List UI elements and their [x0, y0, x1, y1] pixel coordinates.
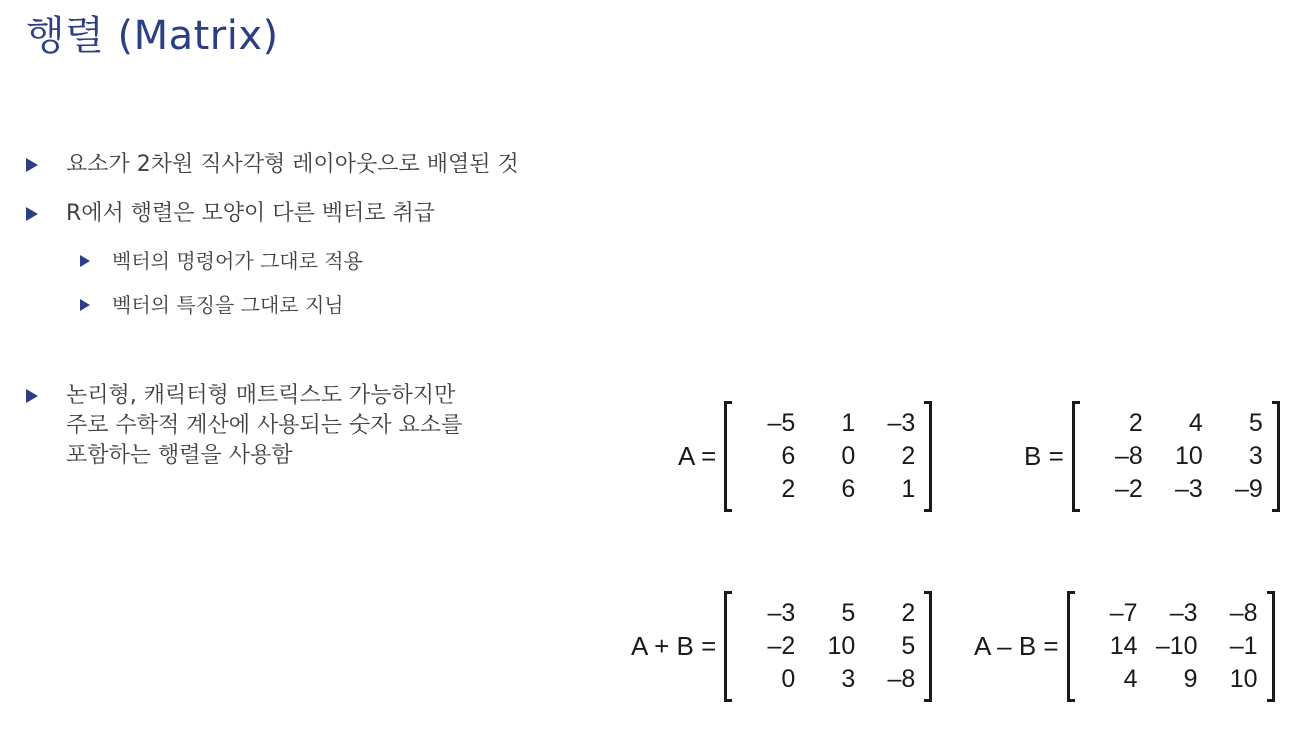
equation-lhs: B =	[1024, 441, 1064, 471]
matrix-cell: –3	[887, 409, 916, 437]
slide-title: 행렬 (Matrix)	[26, 13, 279, 59]
matrix-cell: –5	[767, 409, 796, 437]
bullet-item	[26, 381, 462, 471]
matrix-cell: 2	[901, 442, 916, 470]
matrix-cell: 4	[1188, 409, 1203, 437]
matrix-cell: –2	[767, 632, 796, 660]
matrix-sum	[724, 591, 932, 702]
matrix-cell: –3	[1174, 475, 1203, 503]
equation-lhs: A – B =	[974, 631, 1059, 661]
matrix-cell: –2	[1114, 475, 1143, 503]
triangle-bullet-icon	[26, 389, 38, 403]
matrix-diff	[1067, 591, 1275, 702]
matrix-cell: 10	[1174, 442, 1203, 470]
matrix-cell: 4	[1123, 665, 1138, 693]
matrix-cell: 0	[781, 665, 796, 693]
matrix-cell: 2	[901, 599, 916, 627]
matrix-cell: –10	[1155, 632, 1198, 660]
bullet-text: R에서 행렬은 모양이 다른 벡터로 취급	[66, 201, 436, 226]
matrix-cell: 2	[1128, 409, 1143, 437]
matrix-cell: –3	[767, 599, 796, 627]
matrix-cell: –1	[1229, 632, 1258, 660]
matrix-sum-equation	[631, 591, 932, 702]
matrix-cell: –8	[1229, 599, 1258, 627]
matrix-cell: 5	[1248, 409, 1263, 437]
matrix-diff-equation	[974, 591, 1275, 702]
matrix-cell: –9	[1234, 475, 1263, 503]
bullet-text: 벡터의 명령어가 그대로 적용	[112, 249, 363, 273]
equation-lhs: A =	[678, 441, 717, 471]
bullet-text: 논리형, 캐릭터형 매트릭스도 가능하지만 주로 수학적 계산에 사용되는 숫자 요소를 포함하는 행렬을 사용함	[66, 383, 463, 468]
matrix-b-equation	[1024, 401, 1280, 512]
matrix-cell: 3	[1248, 442, 1263, 470]
triangle-bullet-icon	[80, 299, 90, 311]
matrix-cell: 3	[841, 665, 856, 693]
matrix-a	[724, 401, 932, 512]
bullet-text: 요소가 2차원 직사각형 레이아웃으로 배열된 것	[66, 152, 519, 177]
matrix-cell: 5	[901, 632, 916, 660]
matrix-cell: 10	[827, 632, 856, 660]
matrix-cell: 14	[1109, 632, 1138, 660]
bullet-item	[26, 199, 435, 229]
matrix-cell: –7	[1109, 599, 1138, 627]
matrix-cell: 1	[901, 475, 916, 503]
triangle-bullet-icon	[26, 158, 38, 172]
matrix-cell: 5	[841, 599, 856, 627]
matrix-cell: 9	[1183, 665, 1198, 693]
matrix-cell: 10	[1229, 665, 1258, 693]
triangle-bullet-icon	[26, 207, 38, 221]
matrix-cell: –8	[887, 665, 916, 693]
matrix-a-equation	[678, 401, 932, 512]
matrix-cell: 2	[781, 475, 796, 503]
matrix-cell: –8	[1114, 442, 1143, 470]
matrix-b	[1072, 401, 1280, 512]
matrix-cell: 1	[841, 409, 856, 437]
equation-lhs: A + B =	[631, 631, 717, 661]
bullet-item	[26, 150, 519, 180]
sub-bullet-item	[80, 290, 344, 320]
matrix-cell: –3	[1169, 599, 1198, 627]
matrix-cell: 6	[841, 475, 856, 503]
matrix-cell: 6	[781, 442, 796, 470]
triangle-bullet-icon	[80, 255, 90, 267]
matrix-cell: 0	[841, 442, 856, 470]
sub-bullet-item	[80, 246, 363, 276]
bullet-text: 벡터의 특징을 그대로 지님	[112, 293, 344, 317]
